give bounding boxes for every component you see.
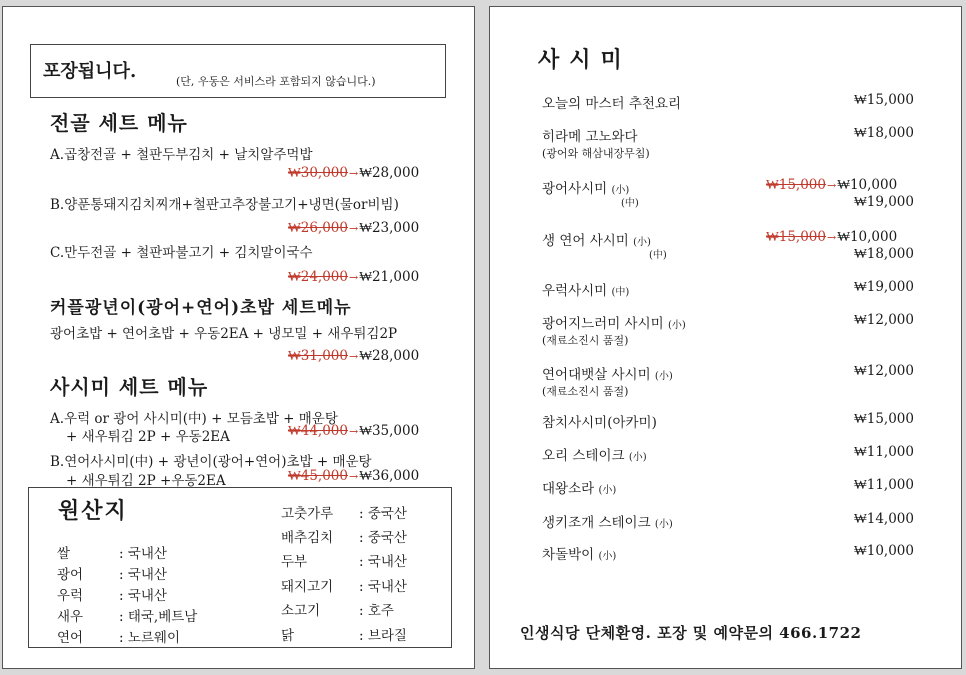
origin-box [28,487,452,648]
old-price: ₩26,000 [288,220,348,236]
hotpot-price-a [288,165,419,181]
menu-item-name: 히라메 고노와다 [542,129,638,145]
menu-item-price [766,229,897,245]
hotpot-price-b [288,220,419,236]
origin-row: 소고기 : 호주 [281,603,394,619]
couple-set-desc: 광어초밥 + 연어초밥 + 우동2EA + 냉모밀 + 새우튀김2P [50,326,398,342]
couple-set-price [288,348,419,364]
menu-item-price: ₩15,000 [854,411,914,427]
origin-row: 배추김치 : 중국산 [281,530,407,546]
new-price: ₩28,000 [359,348,420,364]
size-small: (小) [633,237,651,248]
old-price: ₩44,000 [288,423,348,439]
menu-item-price-medium: ₩18,000 [854,246,914,262]
menu-item-name: 참치사시미(아카미) [542,415,657,431]
menu-item-note: (재료소진시 품절) [542,385,629,398]
menu-item-name: 우럭사시미 (中) [542,283,630,299]
menu-item-price: ₩11,000 [854,444,914,460]
origin-row: 두부 : 국내산 [281,554,407,570]
menu-item-name: 차돌박이 (小) [542,547,617,563]
sashimi-set-a-price [288,423,419,439]
size-small: (小) [611,185,630,196]
menu-item-name: 광어지느러미 사시미 (小) [542,316,686,332]
menu-item-name: 생 연어 사시미 (小) [542,233,651,249]
menu-item-name: 생키조개 스테이크 (小) [542,515,673,531]
origin-row: 고춧가루 : 중국산 [281,506,407,522]
new-price: ₩10,000 [837,177,898,193]
arrow-icon: → [348,167,359,180]
menu-item-name: 오리 스테이크 (小) [542,448,647,464]
arrow-icon: → [348,425,359,438]
couple-set-title: 커플광년이(광어+연어)초밥 세트메뉴 [50,298,352,318]
menu-item-price: ₩19,000 [854,279,914,295]
hotpot-item-a: A.곱창전골 + 철판두부김치 + 날치알주먹밥 [50,147,313,163]
takeout-notice-sub: (단, 우동은 서비스라 포함되지 않습니다.) [176,75,376,88]
new-price: ₩23,000 [359,220,420,236]
sashimi-set-b-price [288,468,419,484]
arrow-icon: → [348,350,359,363]
origin-row: 우럭 : 국내산 [57,588,167,604]
menu-item-price: ₩12,000 [854,312,914,328]
takeout-notice: 포장됩니다. [43,61,137,82]
menu-item-price: ₩10,000 [854,543,914,559]
old-price: ₩15,000 [766,229,826,245]
new-price: ₩35,000 [359,423,420,439]
origin-title: 원산지 [58,498,128,524]
size-medium: (中) [621,198,639,209]
old-price: ₩30,000 [288,165,348,181]
arrow-icon: → [826,179,837,192]
sashimi-set-title: 사시미 세트 메뉴 [50,375,209,399]
old-price: ₩31,000 [288,348,348,364]
menu-item-price: ₩11,000 [854,477,914,493]
menu-item-name: 오늘의 마스터 추천요리 [542,96,681,112]
menu-item-name: 광어사시미 (小) [542,181,630,197]
new-price: ₩21,000 [359,269,420,285]
menu-item-price [766,177,897,193]
sashimi-set-b-line1: B.연어사시미(中) + 광년이(광어+연어)초밥 + 매운탕 [50,454,372,470]
origin-row: 광어 : 국내산 [57,567,167,583]
origin-row: 돼지고기 : 국내산 [281,579,407,595]
hotpot-set-title: 전골 세트 메뉴 [50,111,188,135]
menu-item-price: ₩14,000 [854,511,914,527]
left-menu-page [2,6,475,669]
new-price: ₩28,000 [359,165,420,181]
sashimi-title: 사시미 [538,47,632,73]
old-price: ₩15,000 [766,177,826,193]
menu-item-note: (재료소진시 품절) [542,334,629,347]
hotpot-item-c: C.만두전골 + 철판파불고기 + 김치말이국수 [50,245,313,261]
sashimi-set-a-line1: A.우럭 or 광어 사시미(中) + 모듬초밥 + 매운탕 [50,411,338,427]
menu-item-price: ₩18,000 [854,125,914,141]
takeout-notice-box [30,44,446,98]
menu-item-price: ₩15,000 [854,92,914,108]
old-price: ₩45,000 [288,468,348,484]
new-price: ₩36,000 [359,468,420,484]
arrow-icon: → [348,271,359,284]
sashimi-set-a-line2: + 새우튀김 2P + 우동2EA [66,429,230,445]
sashimi-set-b-line2: + 새우튀김 2P +우동2EA [66,473,226,489]
menu-item-name: 대왕소라 (小) [542,481,617,497]
menu-item-note: (광어와 해삼내장무침) [542,147,650,160]
menu-item-name: 연어대뱃살 사시미 (小) [542,367,673,383]
arrow-icon: → [826,231,837,244]
hotpot-price-c [288,269,419,285]
restaurant-contact: 인생식당 단체환영. 포장 및 예약문의 466.1722 [520,624,862,642]
origin-row: 쌀 : 국내산 [57,546,167,562]
size-medium: (中) [649,250,667,261]
hotpot-item-b: B.양푼통돼지김치찌개+철판고추장불고기+냉면(물or비빔) [50,197,399,213]
arrow-icon: → [348,222,359,235]
origin-row: 새우 : 태국,베트남 [57,609,198,625]
menu-item-price: ₩12,000 [854,363,914,379]
right-menu-page [489,6,962,669]
origin-row: 닭 : 브라질 [281,628,407,644]
arrow-icon: → [348,470,359,483]
menu-item-price-medium: ₩19,000 [854,194,914,210]
origin-row: 연어 : 노르웨이 [57,630,181,646]
old-price: ₩24,000 [288,269,348,285]
new-price: ₩10,000 [837,229,898,245]
